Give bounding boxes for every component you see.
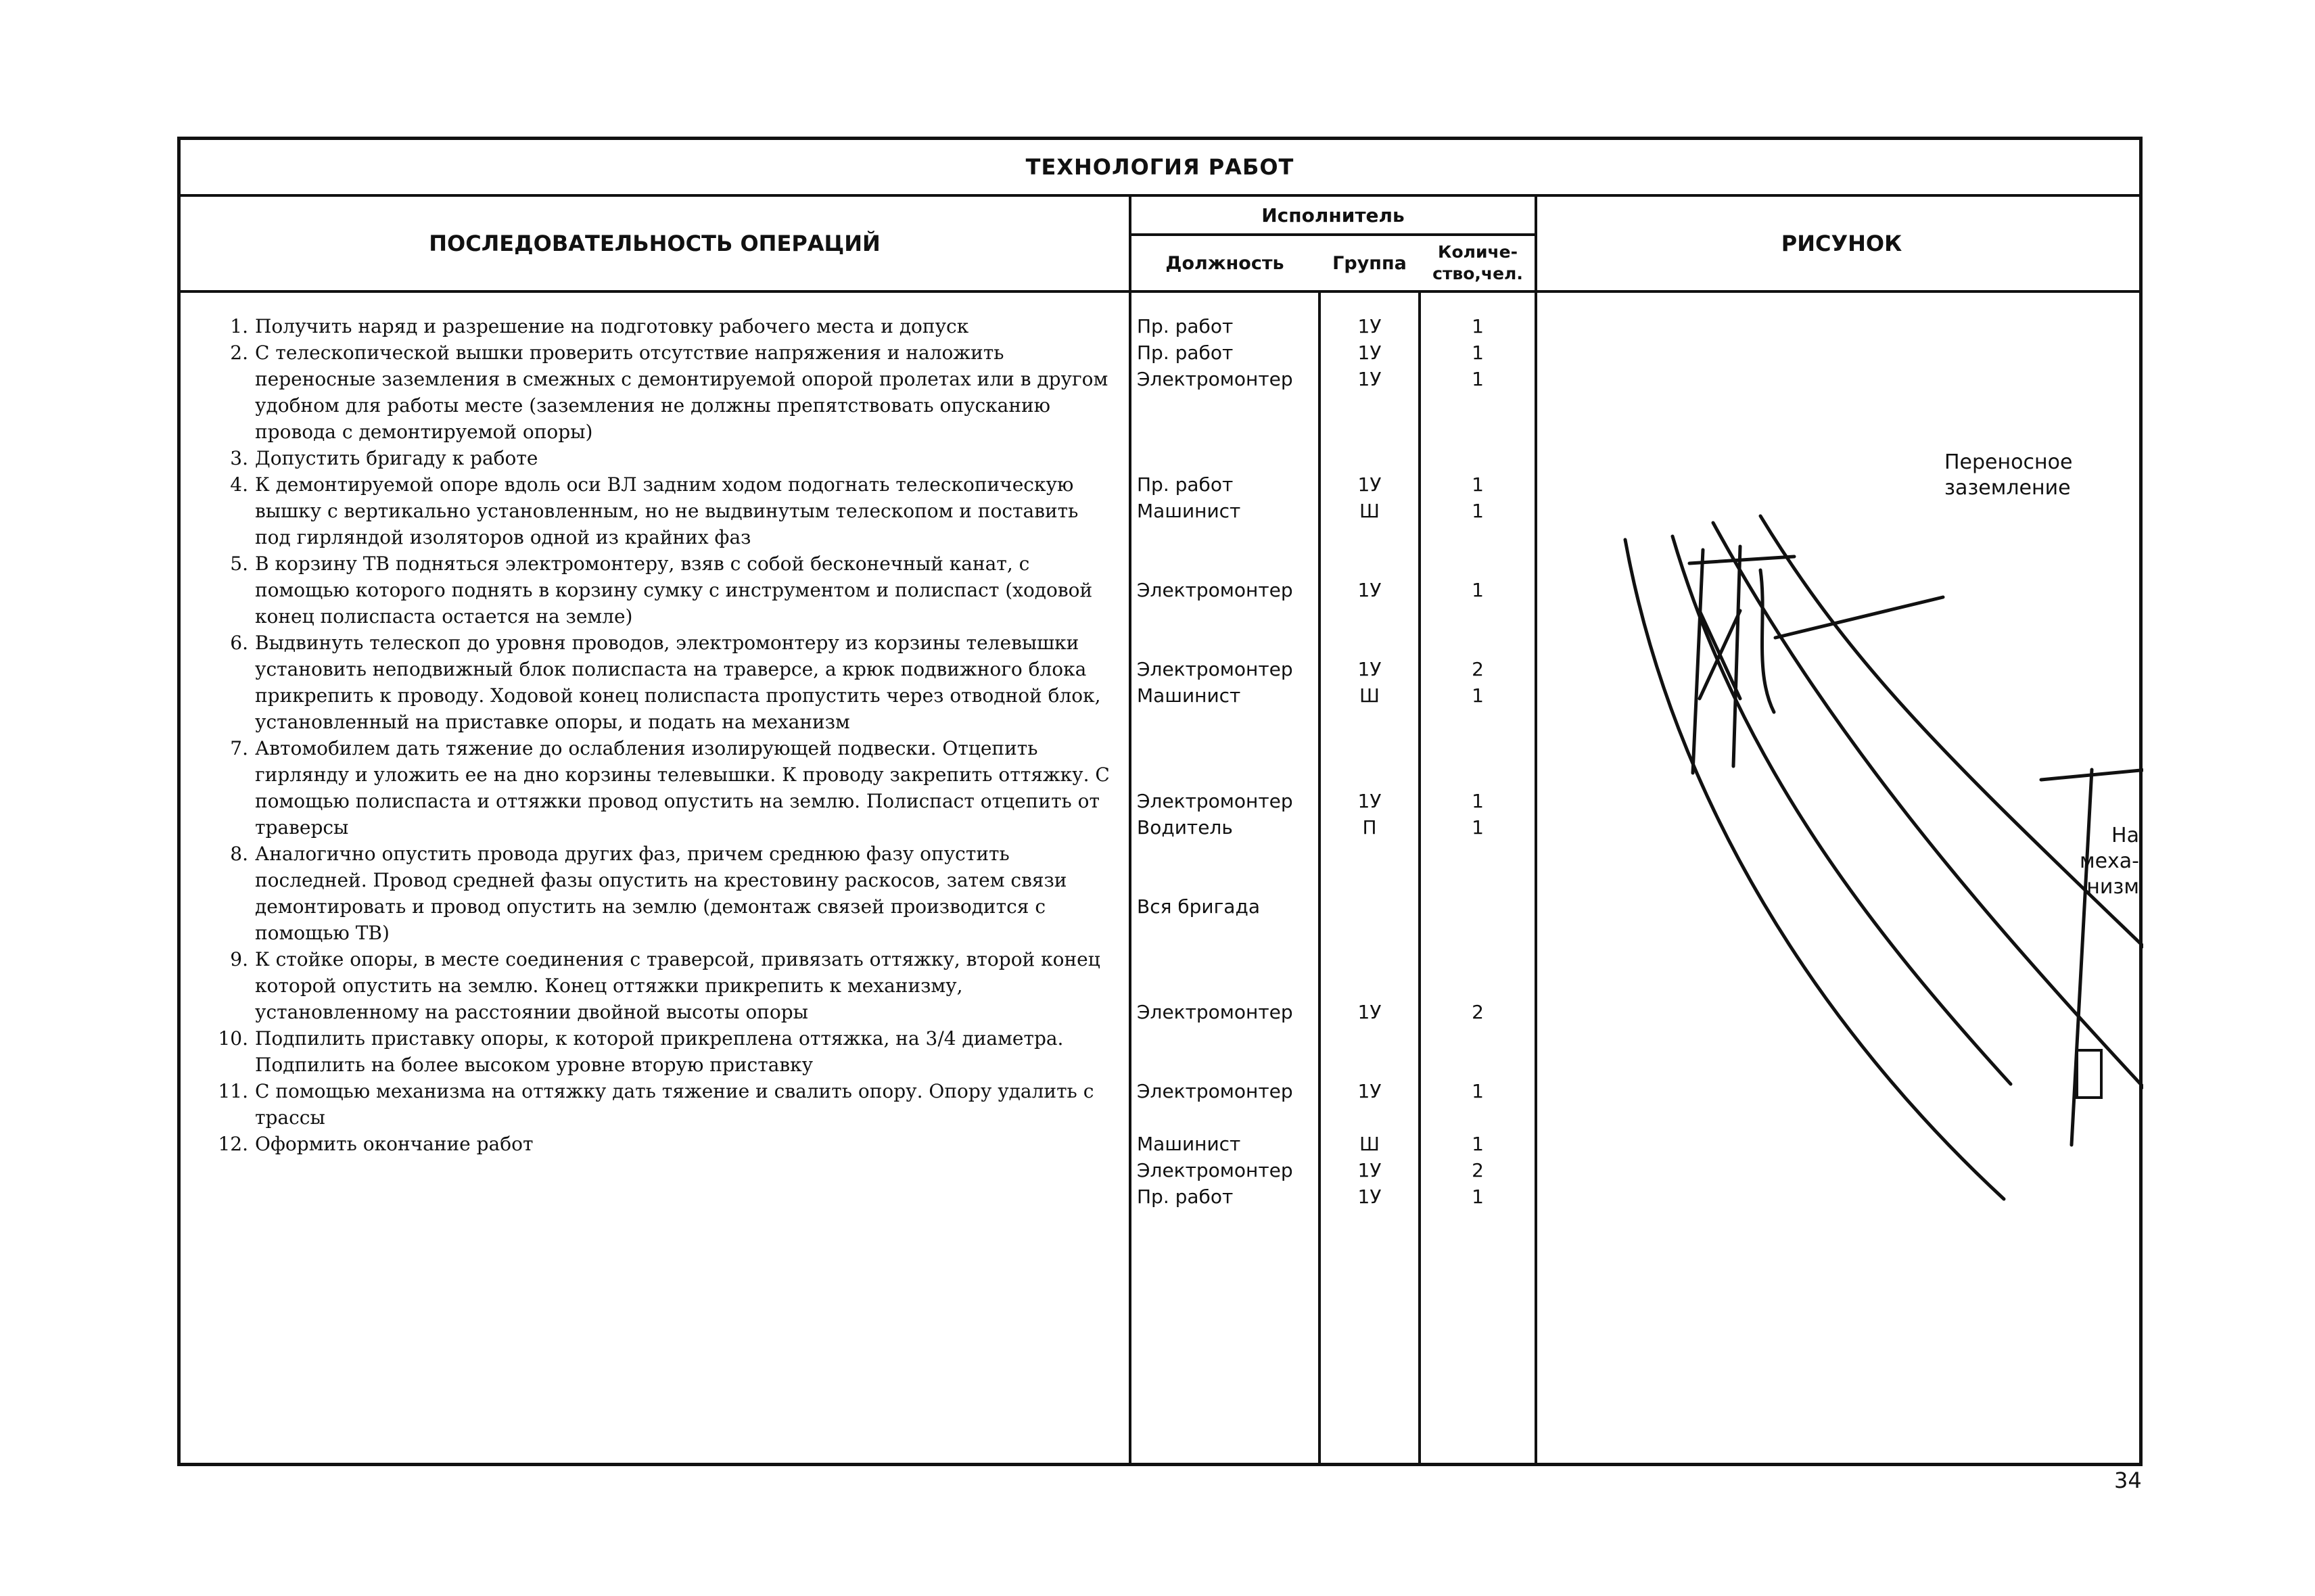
conductor-2 [1673,536,2011,1084]
group-cell [1321,761,1418,788]
count-cell [1421,1025,1535,1052]
count-cell: 1 [1472,1186,1484,1208]
header-executor: Исполнитель [1261,204,1405,227]
position-cell [1137,761,1318,788]
position-cell [1137,550,1318,577]
group-cell: Ш [1359,1133,1380,1155]
count-cell: 1 [1472,684,1484,707]
count-cell [1421,1052,1535,1078]
count-cell [1421,709,1535,735]
operation-number: 3. [230,447,248,469]
group-cell [1321,1104,1418,1131]
grounding-wire [1760,570,1774,712]
count-cell [1421,1104,1535,1131]
header-count-line1: Количе- [1438,242,1518,262]
position-cell: Пр. работ [1137,315,1234,337]
operation-item [208,471,1114,550]
group-cell: 1У [1357,790,1382,812]
group-cell: 1У [1357,1001,1382,1023]
grounding-label-line2: заземление [1944,476,2071,500]
operation-text: В корзину ТВ подняться электромонтеру, взяв с собой бесконечный канат, с помощью которого поднять в корзину сумку с инструментом и полиспаст (ходовой конец полиспаста остается на земле) [255,553,1093,628]
count-cell: 1 [1472,473,1484,496]
pole1-crossarm [1689,557,1794,563]
position-cell: Электромонтер [1137,368,1293,390]
group-cell [1321,841,1418,867]
position-cell: Электромонтер [1137,1080,1293,1102]
count-cell [1421,841,1535,867]
operation-text: С помощью механизма на оттяжку дать тяжение и свалить опору. Опору удалить с трассы [255,1080,1094,1129]
operation-text: Аналогично опустить провода других фаз, причем среднюю фазу опустить последней. Провод средней фазы опустить на крестовину раскосов, затем связи демонтировать и провод опустить на землю (демонтаж связей производится с помощью ТВ) [255,843,1067,944]
position-cell [1137,445,1318,471]
count-cell [1421,761,1535,788]
operations-list [208,313,1114,1157]
count-cell [1421,893,1535,920]
position-cell [1137,735,1318,761]
table-title: ТЕХНОЛОГИЯ РАБОТ [181,140,2139,197]
count-cell: 1 [1472,579,1484,601]
count-cell: 1 [1472,342,1484,364]
count-cell: 1 [1472,368,1484,390]
operation-item [208,1025,1114,1078]
mechanism-label-line2: низм [2086,875,2139,899]
operation-text: Подпилить приставку опоры, к которой прикреплена оттяжка, на 3/4 диаметра. Подпилить на более высоком уровне вторую приставку [255,1027,1064,1076]
count-cell [1421,550,1535,577]
group-cell [1321,735,1418,761]
group-cell: 1У [1357,579,1382,601]
operation-item [208,313,1114,339]
operation-number: 4. [230,473,248,496]
position-cell: Машинист [1137,684,1241,707]
group-cell [1321,392,1418,419]
operation-item [208,339,1114,445]
group-cell [1321,550,1418,577]
count-cell [1421,972,1535,999]
header-count-line2: ство,чел. [1432,264,1523,283]
position-cell [1137,630,1318,656]
operation-item [208,1078,1114,1131]
count-cell [1421,419,1535,445]
mechanism-label-line1: На меха- [2079,824,2139,873]
operation-text: К стойке опоры, в месте соединения с траверсой, привязать оттяжку, второй конец которой опустить на землю. Конец оттяжки прикрепить к механизму, установленному на расстоянии двойной высоты опоры [255,948,1100,1023]
group-cell: 1У [1357,658,1382,680]
position-cell: Пр. работ [1137,342,1234,364]
operation-item [208,445,1114,471]
operation-item [208,735,1114,841]
group-cell [1321,893,1418,920]
count-cell [1421,946,1535,972]
position-cell: Электромонтер [1137,1001,1293,1023]
pole1-post-right [1733,546,1740,766]
operation-text: Автомобилем дать тяжение до ослабления изолирующей подвески. Отцепить гирлянду и уложить ее на дно корзины телевышки. К проводу закрепить оттяжку. С помощью полиспаста и оттяжки провод опустить на землю. Полиспаст отцепить от траверсы [255,737,1110,839]
operation-item [208,1131,1114,1157]
operation-text: Оформить окончание работ [255,1133,534,1155]
count-cell [1421,920,1535,946]
group-cell: 1У [1357,1080,1382,1102]
group-column [1321,313,1418,1210]
group-cell: Ш [1359,684,1380,707]
position-cell: Пр. работ [1137,473,1234,496]
grounding-leader [1775,597,1943,638]
operation-text: С телескопической вышки проверить отсутствие напряжения и наложить переносные заземления в смежных с демонтируемой опорой пролетах или в другом удобном для работы месте (заземления не должны препятствовать опусканию провода с демонтируемой опоры) [255,342,1108,443]
position-column [1137,313,1318,1210]
operation-number: 9. [230,948,248,970]
group-cell [1321,920,1418,946]
page-number: 34 [2114,1468,2142,1493]
group-cell: 1У [1357,1159,1382,1181]
group-cell [1321,524,1418,550]
operation-number: 7. [230,737,248,759]
count-cell: 1 [1472,315,1484,337]
group-cell [1321,709,1418,735]
conductor-1 [1625,540,2004,1199]
count-cell: 1 [1472,790,1484,812]
operation-item [208,630,1114,735]
position-cell: Электромонтер [1137,790,1293,812]
count-cell [1421,603,1535,630]
group-cell [1321,445,1418,471]
group-cell: 1У [1357,368,1382,390]
operation-number: 10. [218,1027,248,1050]
operation-item [208,550,1114,630]
count-cell: 1 [1472,500,1484,522]
work-technology-table [177,137,2143,1466]
group-cell: П [1362,816,1377,839]
position-cell [1137,841,1318,867]
position-cell [1137,392,1318,419]
pole2-stub-left [2077,1050,2101,1098]
operation-item [208,946,1114,1025]
group-cell: 1У [1357,342,1382,364]
operation-number: 8. [230,843,248,865]
operation-number: 11. [218,1080,248,1102]
group-cell [1321,867,1418,893]
figure-label-mechanism [2049,823,2139,900]
position-cell [1137,1104,1318,1131]
position-cell [1137,867,1318,893]
group-cell [1321,630,1418,656]
pole1-post-left [1693,550,1703,773]
count-cell: 1 [1472,1080,1484,1102]
header-count [1421,236,1535,290]
position-cell: Машинист [1137,1133,1241,1155]
group-cell: Ш [1359,500,1380,522]
group-cell [1321,419,1418,445]
figure-label-grounding [1944,450,2072,501]
position-cell: Вся бригада [1137,895,1260,918]
operation-number: 1. [230,315,248,337]
count-cell [1421,735,1535,761]
group-cell [1321,1052,1418,1078]
position-cell [1137,920,1318,946]
group-cell: 1У [1357,1186,1382,1208]
position-cell [1137,946,1318,972]
position-cell [1137,709,1318,735]
count-cell: 2 [1472,658,1484,680]
count-cell [1421,524,1535,550]
operation-number: 5. [230,553,248,575]
position-cell [1137,1025,1318,1052]
operation-text: Допустить бригаду к работе [255,447,538,469]
count-cell: 2 [1472,1159,1484,1181]
position-cell [1137,1052,1318,1078]
operation-number: 6. [230,632,248,654]
position-cell [1137,419,1318,445]
position-cell [1137,972,1318,999]
header-operations: ПОСЛЕДОВАТЕЛЬНОСТЬ ОПЕРАЦИЙ [429,231,881,256]
count-cell [1421,630,1535,656]
position-cell: Электромонтер [1137,579,1293,601]
count-column [1421,313,1535,1210]
group-cell [1321,603,1418,630]
group-cell [1321,972,1418,999]
position-cell: Пр. работ [1137,1186,1234,1208]
count-cell: 2 [1472,1001,1484,1023]
operation-number: 2. [230,342,248,364]
count-cell [1421,445,1535,471]
count-cell: 1 [1472,816,1484,839]
group-cell [1321,946,1418,972]
operation-text: К демонтируемой опоре вдоль оси ВЛ задним ходом подогнать телескопическую вышку с вертикально установленным, но не выдвинутым телескопом и поставить под гирляндой изоляторов одной из крайних фаз [255,473,1079,548]
position-cell: Электромонтер [1137,1159,1293,1181]
position-cell: Электромонтер [1137,658,1293,680]
group-cell [1321,1025,1418,1052]
group-cell: 1У [1357,473,1382,496]
header-figure: РИСУНОК [1781,231,1902,256]
divider-ops [1129,194,1131,1463]
position-cell [1137,603,1318,630]
grounding-label-line1: Переносное [1944,450,2073,474]
operation-text: Выдвинуть телескоп до уровня проводов, электромонтеру из корзины телевышки установить неподвижный блок полиспаста на траверсе, а крюк подвижного блока прикрепить к проводу. Ходовой конец полиспаста пропустить через отводной блок, установленный на приставке опоры, и подать на механизм [255,632,1101,733]
position-cell: Машинист [1137,500,1241,522]
count-cell [1421,867,1535,893]
header-group: Группа [1332,252,1407,274]
position-cell [1137,524,1318,550]
header-position: Должность [1165,252,1284,274]
operation-item [208,841,1114,946]
operation-number: 12. [218,1133,248,1155]
count-cell: 1 [1472,1133,1484,1155]
position-cell: Водитель [1137,816,1233,839]
operation-text: Получить наряд и разрешение на подготовку рабочего места и допуск [255,315,969,337]
count-cell [1421,392,1535,419]
group-cell: 1У [1357,315,1382,337]
